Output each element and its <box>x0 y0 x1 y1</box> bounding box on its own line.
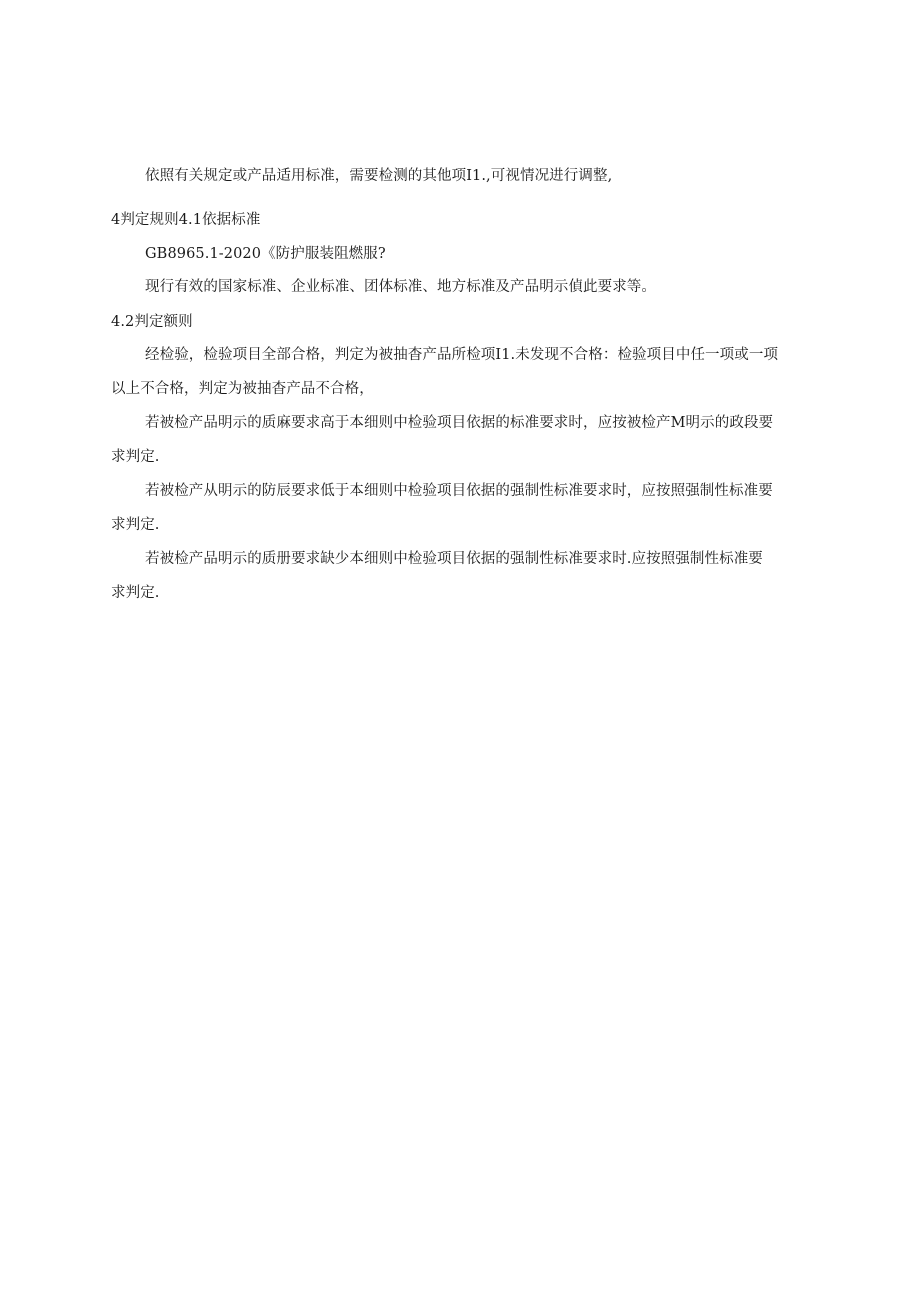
rule-2-line-2: 求判定. <box>111 449 160 465</box>
section-4-heading: 4判定规则4.1依据标准 <box>111 212 261 228</box>
intro-paragraph: 依照有关规定或产品适用标准，需要检测的其他项I1.,可视情况进行调整, <box>145 168 613 184</box>
section-4-2-heading: 4.2判定额则 <box>111 314 193 330</box>
rule-2-line-1: 若被检产品明示的质麻要求高于本细则中检验项目依据的标准要求时，应按被检产M明示的政段要 <box>145 415 774 431</box>
rule-4-line-2: 求判定. <box>111 585 160 601</box>
standard-reference: GB8965.1-2020《防护服装阻燃服? <box>145 246 386 262</box>
rule-4-line-1: 若被检产品明示的质册要求缺少本细则中检验项目依据的强制性标准要求时.应按照强制性标准要 <box>145 551 763 567</box>
rule-3-line-1: 若被检产从明示的防辰要求低于本细则中检验项目依据的强制性标准要求时，应按照强制性标准要 <box>145 483 773 499</box>
rule-3-line-2: 求判定. <box>111 517 160 533</box>
rule-1-line-1: 经检验，检验项目全部合格，判定为被抽杳产品所检项I1.未发现不合格：检验项目中任一项或一项 <box>145 347 779 363</box>
standard-other-paragraph: 现行有效的国家标准、企业标准、团体标准、地方标准及产品明示偵此要求等。 <box>145 279 656 295</box>
rule-1-line-2: 以上不合格，判定为被抽杳产品不合格， <box>111 381 374 397</box>
